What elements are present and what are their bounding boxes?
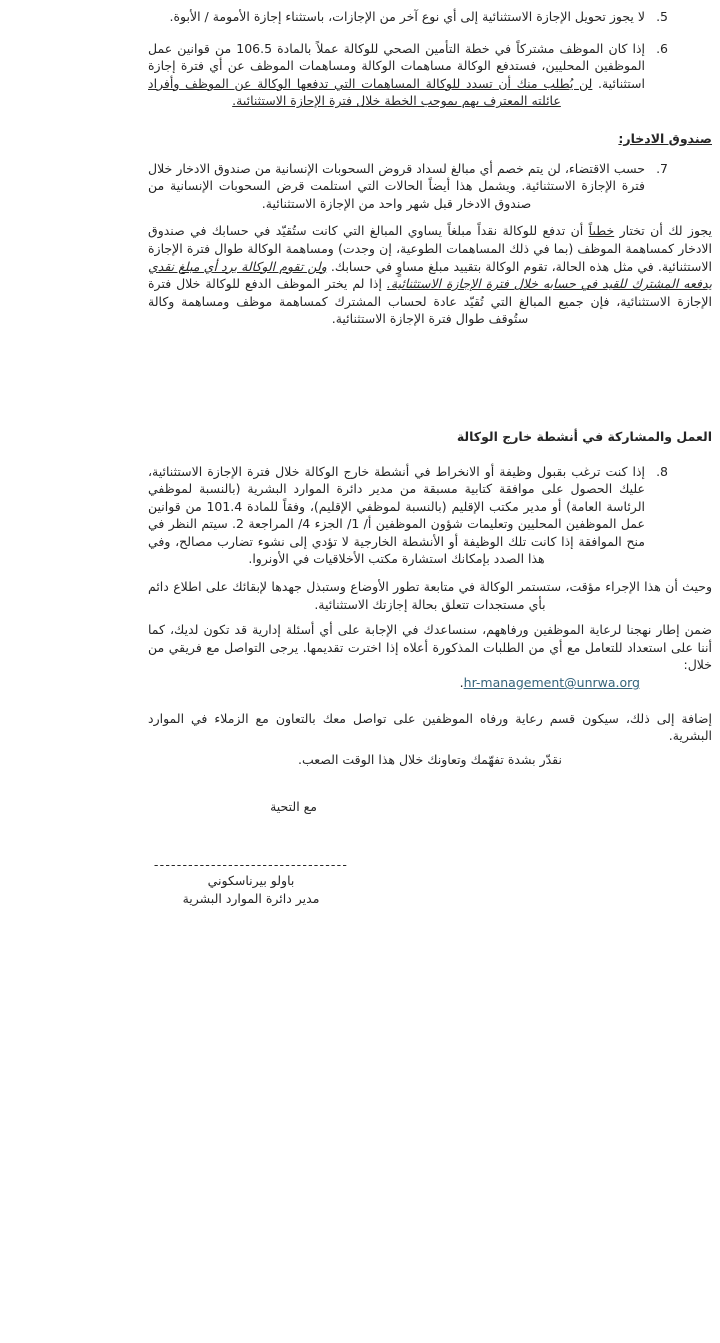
signatory-title: مدير دائرة الموارد البشرية	[182, 890, 320, 906]
list-item-6-number: 6.	[656, 40, 668, 56]
savings-paragraph	[148, 222, 712, 328]
list-item-8	[148, 463, 712, 569]
list-item-7	[148, 160, 712, 213]
salutation: مع التحية	[270, 799, 317, 815]
section-heading-outside-work: العمل والمشاركة في أنشطة خارج الوكالة	[456, 428, 712, 444]
sentence-period: .	[459, 675, 464, 691]
email-link[interactable]: hr-management@unrwa.org	[463, 675, 640, 691]
list-item-6-text-part1: إذا كان الموظف مشتركاً في خطة التأمين الصحي للوكالة عملاً بالمادة 106.5 من قوانين عمل الموظفين المحليين، فستدفع الوكالة مساهمات الوكالة ومساهمات الموظف عن أي فترة إجازة استثنائية.	[148, 40, 645, 91]
savings-paragraph-italic-underlined-clause: ولن تقوم الوكالة برد أي مبلغ نقدي يدفعه المشترك للقيد في حسابه خلال فترة الإجازة الاستثنائية.	[148, 258, 713, 292]
list-item-5-text: لا يجوز تحويل الإجازة الاستثنائية إلى أي نوع آخر من الإجازات، باستثناء إجازة الأمومة / الأبوة.	[169, 9, 645, 24]
list-item-5	[148, 8, 712, 26]
signature-line: ----------------------------------	[153, 857, 349, 872]
contact-email-line	[148, 674, 712, 692]
list-item-6-underlined-clause: لن يُطلب منك أن تسدد للوكالة المساهمات التي تدفعها الوكالة عن الموظف وأفراد عائلته المعترف بهم بموجب الخطة خلال فترة الإجازة الاستثنائية.	[148, 75, 593, 109]
list-item-8-number: 8.	[656, 463, 668, 479]
care-paragraph: ضمن إطار نهجنا لرعاية الموظفين ورفاههم، سنساعدك في الإجابة على أي أسئلة إدارية قد تكون لديك، كما أننا على استعداد للتعامل مع أي من الطلبات المذكورة أعلاه إذا اخترت تقديمها. يرجى التواصل مع فريقي من خلال:	[148, 622, 712, 673]
addition-paragraph: إضافة إلى ذلك، سيكون قسم رعاية ورفاه الموظفين على تواصل معك بالتعاون مع الزملاء في الموارد البشرية.	[148, 710, 712, 744]
list-item-6	[148, 40, 712, 110]
savings-paragraph-underlined-word: خطياً	[588, 223, 615, 239]
list-item-7-number: 7.	[656, 160, 668, 176]
savings-paragraph-part2: أن تدفع للوكالة نقداً مبلغاً يساوي المبالغ التي كانت ستُقيّد في حسابك في صندوق الادخار كمساهمة الموظف (بما في ذلك المساهمات الطوعية، إن وجدت) ومساهمة الوكالة طوال فترة الإجازة الاستثنائية. في مثل هذه الحالة، تقوم الوكالة بتقييد مبلغ مساوٍ في حسابك.	[148, 223, 712, 274]
signatory-name: باولو بيرناسكوني	[207, 873, 295, 888]
thanks-paragraph: نقدّر بشدة تفهّمك وتعاونك خلال هذا الوقت الصعب.	[298, 751, 562, 767]
list-item-6-text	[148, 40, 645, 110]
document-content	[148, 8, 712, 907]
list-item-8-text: إذا كنت ترغب بقبول وظيفة أو الانخراط في أنشطة خارج الوكالة خلال فترة الإجازة الاستثنائية، عليك الحصول على موافقة كتابية مسبقة من مدير دائرة الموارد البشرية (بالنسبة لموظفي الرئاسة العامة) أو مدير مكتب الإقليم (بالنسبة لموظفي الإقليم)، وفقاً للمادة 101.4 من قوانين عمل الموظفين المحليين وتعليمات شؤون الموظفين أ/ 1/ الجزء 4/ المراجعة 2. سيتم النظر في منح الموافقة إذا كانت تلك الوظيفة أو الأنشطة الخارجية لا تؤدي إلى نشوء تضارب مصالح، وفي هذا الصدد بإمكانك استشارة مكتب الأخلاقيات في الأونروا.	[148, 463, 645, 567]
savings-paragraph-part1: يجوز لك أن تختار	[614, 223, 712, 239]
savings-paragraph-part3: إذا لم يختر الموظف الدفع للوكالة خلال فترة الإجازة الاستثنائية، فإن جميع المبالغ التي تُقيّد عادة لحساب المشترك كمساهمة موظف ومساهمة وكالة ستُوقف طوال فترة الإجازة الاستثنائية.	[148, 276, 712, 327]
monitoring-paragraph: وحيث أن هذا الإجراء مؤقت، ستستمر الوكالة في متابعة تطور الأوضاع وستبذل جهدها لإبقائك على اطلاع دائم بأي مستجدات تتعلق بحالة إجازتك الاستثنائية.	[148, 579, 712, 612]
section-heading-savings-fund: صندوق الادخار:	[618, 130, 712, 146]
signature-block	[148, 858, 354, 907]
list-item-5-number: 5.	[656, 9, 668, 24]
list-item-7-text: حسب الاقتضاء، لن يتم خصم أي مبالغ لسداد قروض السحوبات الإنسانية من صندوق الادخار خلال فترة الإجازة الاستثنائية. ويشمل هذا أيضاً الحالات التي استلمت قرض السحوبات الإنسانية من صندوق الادخار قبل شهر واحد من الإجازة الاستثنائية.	[148, 160, 645, 211]
